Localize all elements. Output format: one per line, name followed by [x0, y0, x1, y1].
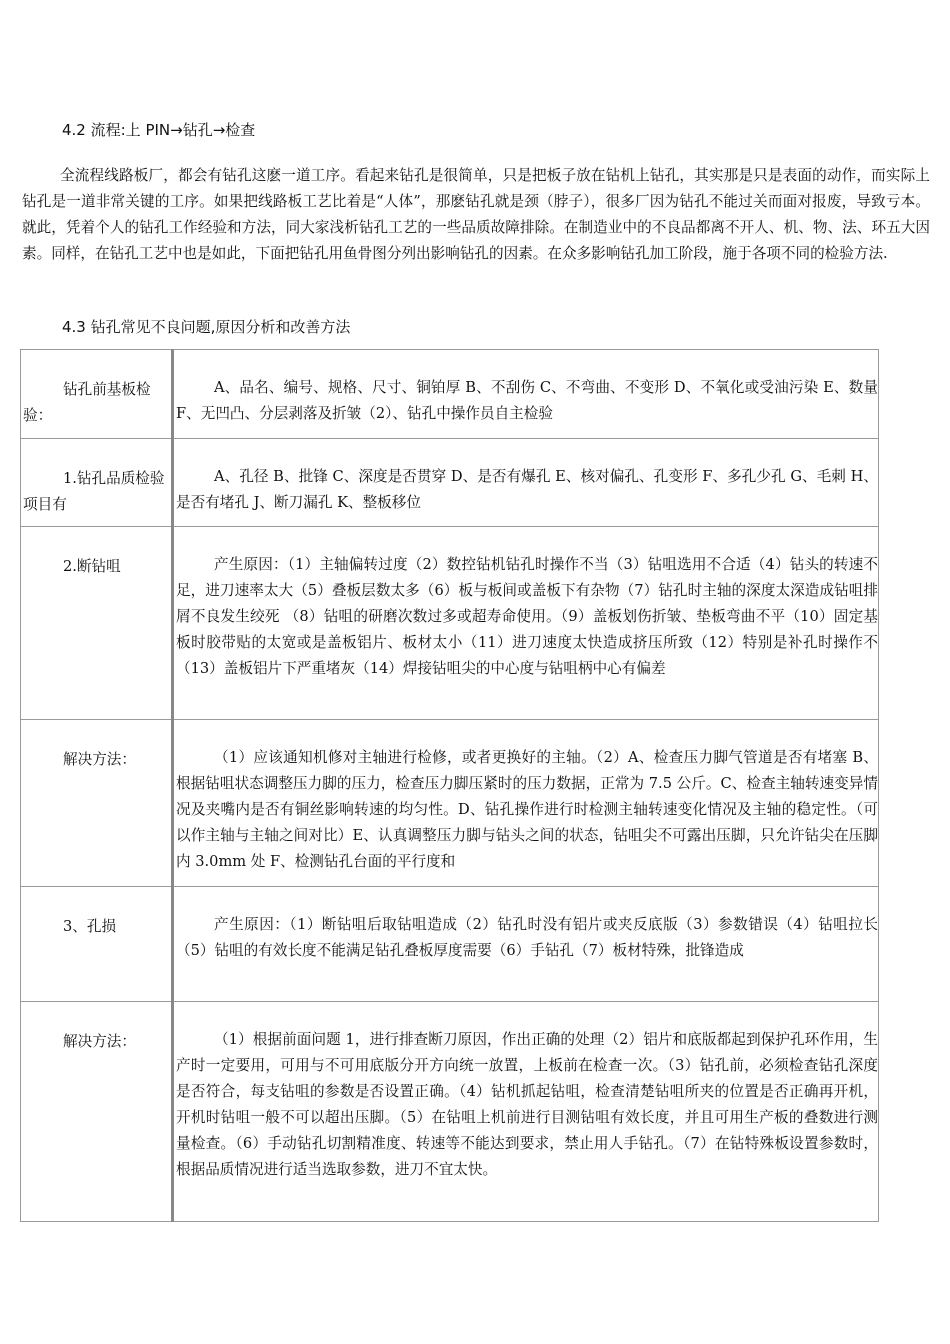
row-content-cell — [173, 350, 879, 439]
table-row — [21, 887, 879, 1002]
row-content: （1）根据前面问题 1，进行排查断刀原因，作出正确的处理（2）铝片和底版都起到保护孔环作用，生产时一定要用，可用与不可用底版分开方向统一放置，上板前在检查一次。（3）钻孔前，必须检查钻孔深度是否符合，每支钻咀的参数是否设置正确。（4）钻机抓起钻咀，检查清楚钻咀所夹的位置是否正确再开机，开机时钻咀一般不可以超出压脚。（5）在钻咀上机前进行目测钻咀有效长度，并且可用生产板的叠数进行测量检查。（6）手动钻孔切割精准度、转速等不能达到要求，禁止用人手钻孔。（7）在钻特殊板设置参数时，根据品质情况进行适当选取参数，进刀不宜太快。 — [176, 1031, 878, 1178]
row-label: 2.断钻咀 — [63, 558, 121, 575]
section-heading-4-2: 4.2 流程:上 PIN→钻孔→检查 — [62, 121, 256, 139]
row-label: 钻孔前基板检验： — [23, 381, 151, 424]
row-content: 产生原因：（1）主轴偏转过度（2）数控钻机钻孔时操作不当（3）钻咀选用不合适（4）钻头的转速不足，进刀速率太大（5）叠板层数太多（6）板与板间或盖板下有杂物（7）钻孔时主轴的深度太深造成钻咀排屑不良发生绞死 （8）钻咀的研磨次数过多或超寿命使用。（9）盖板划伤折皱、垫板弯曲不平（10）固定基板时胶带贴的太宽或是盖板铝片、板材太小（11）进刀速度太快造成挤压所致（12）特别是补孔时操作不（13）盖板铝片下严重堵灰（14）焊接钻咀尖的中心度与钻咀柄中心有偏差 — [176, 556, 878, 677]
row-content-cell — [173, 527, 879, 720]
row-content-cell — [173, 1002, 879, 1222]
row-label-cell — [21, 720, 173, 887]
row-content: 产生原因：（1）断钻咀后取钻咀造成（2）钻孔时没有铝片或夹反底版（3）参数错误（4）钻咀拉长（5）钻咀的有效长度不能满足钻孔叠板厚度需要（6）手钻孔（7）板材特殊，批锋造成 — [176, 916, 878, 959]
row-label-cell — [21, 887, 173, 1002]
row-content: A、孔径 B、批锋 C、深度是否贯穿 D、是否有爆孔 E、核对偏孔、孔变形 F、多孔少孔 G、毛刺 H、是否有堵孔 J、断刀漏孔 K、整板移位 — [176, 468, 878, 511]
defect-table — [20, 349, 879, 1222]
table-row — [21, 527, 879, 720]
table-row — [21, 1002, 879, 1222]
row-content-cell — [173, 887, 879, 1002]
row-content-cell — [173, 439, 879, 527]
row-label-cell — [21, 439, 173, 527]
row-label: 1.钻孔品质检验项目有 — [23, 470, 165, 513]
row-content: （1）应该通知机修对主轴进行检修，或者更换好的主轴。（2）A、检查压力脚气管道是否有堵塞 B、根据钻咀状态调整压力脚的压力，检查压力脚压紧时的压力数据，正常为 7.5 公斤。C、检查主轴转速变异情况及夹嘴内是否有铜丝影响转速的均匀性。D、钻孔操作进行时检测主轴转速变化情况及主轴的稳定性。（可以作主轴与主轴之间对比）E、认真调整压力脚与钻头之间的状态，钻咀尖不可露出压脚，只允许钻尖在压脚内 3.0mm 处 F、检测钻孔台面的平行度和 — [176, 749, 878, 870]
row-content: A、品名、编号、规格、尺寸、铜铂厚 B、不刮伤 C、不弯曲、不变形 D、不氧化或受油污染 E、数量 F、无凹凸、分层剥落及折皱（2）、钻孔中操作员自主检验 — [176, 379, 878, 422]
table-row — [21, 350, 879, 439]
row-label-cell — [21, 350, 173, 439]
row-label-cell — [21, 527, 173, 720]
table-row — [21, 720, 879, 887]
row-label: 解决方法： — [63, 751, 136, 768]
row-label: 3、孔损 — [63, 918, 117, 935]
row-content-cell — [173, 720, 879, 887]
intro-paragraph: 全流程线路板厂，都会有钻孔这麽一道工序。看起来钻孔是很简单，只是把板子放在钻机上钻孔，其实那是只是表面的动作，而实际上钻孔是一道非常关键的工序。如果把线路板工艺比着是“人体”，那麽钻孔就是颈（脖子），很多厂因为钻孔不能过关而面对报废，导致亏本。就此，凭着个人的钻孔工作经验和方法，同大家浅析钻孔工艺的一些品质故障排除。在制造业中的不良品都离不开人、机、物、法、环五大因素。同样，在钻孔工艺中也是如此，下面把钻孔用鱼骨图分列出影响钻孔的因素。在众多影响钻孔加工阶段，施于各项不同的检验方法. — [22, 167, 930, 262]
row-label-cell — [21, 1002, 173, 1222]
table-row — [21, 439, 879, 527]
section-heading-4-3: 4.3 钻孔常见不良问题,原因分析和改善方法 — [62, 318, 351, 336]
row-label: 解决方法： — [63, 1033, 136, 1050]
